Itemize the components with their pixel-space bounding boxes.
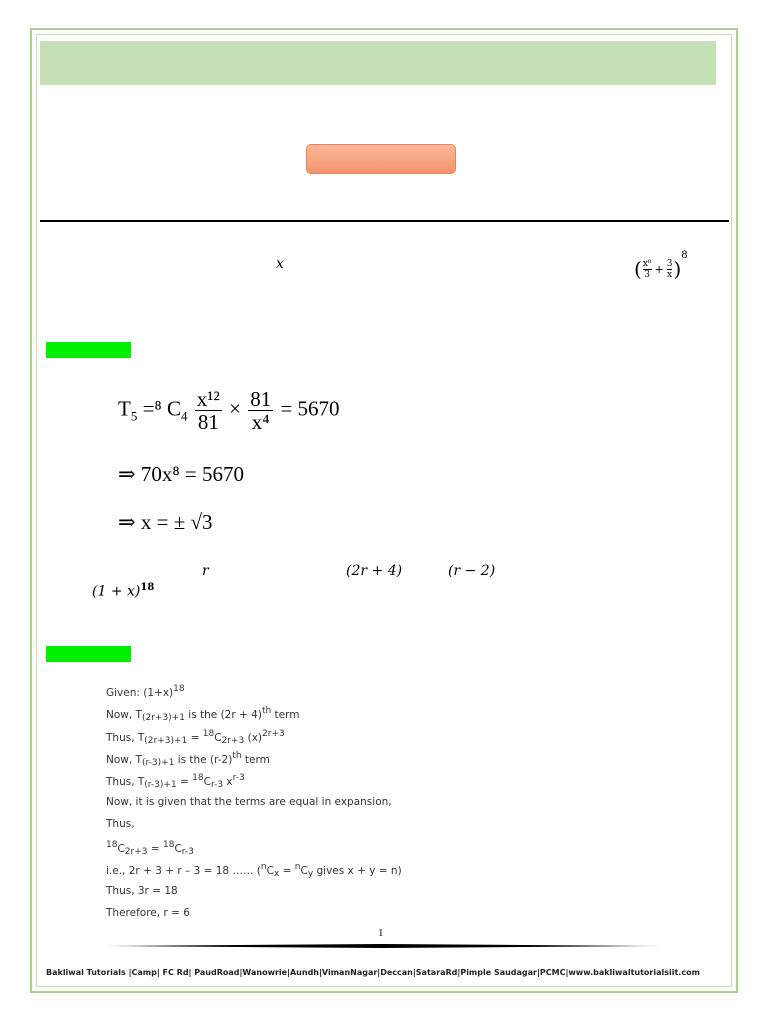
equals-binomial-top: =⁸ (142, 396, 162, 421)
solution-tag-1 (46, 342, 131, 358)
solution2-line (106, 751, 270, 768)
solution2-part-b: = (187, 731, 203, 744)
solution2-part-b: is the (r-2) (174, 753, 233, 766)
solution2-part-sub: (2r+3)+1 (141, 713, 185, 724)
solution2-line (106, 706, 299, 723)
solution2-part-a: Now, T (106, 709, 142, 722)
solution2-part-sub3: y (307, 869, 314, 880)
frac2-denominator: x⁴ (251, 410, 270, 434)
fraction-1-num: x⁸ (642, 258, 652, 269)
header-bar (40, 41, 716, 85)
solution-tag-2 (46, 646, 131, 662)
expansion-base: (1 + x) (92, 583, 141, 600)
solution2-part-c: term (241, 753, 270, 766)
solution2-part-d: gives x + y = n) (313, 865, 402, 878)
expr-open-paren: ( (634, 257, 642, 281)
solution2-part-b2: C (203, 776, 211, 789)
question2-expansion (92, 582, 154, 600)
solution2-part-b: = (279, 865, 295, 878)
solution2-part-sub2: r-3 (210, 780, 224, 791)
fraction-1-den: 3 (644, 269, 651, 280)
fraction-1 (643, 259, 652, 280)
solution2-part-b2: C (214, 731, 222, 744)
solution2-part-a: Now, T (106, 753, 142, 766)
binomial-c: C (161, 396, 182, 421)
question1-variable: x (276, 256, 284, 272)
frac1-numerator: x¹² (196, 387, 220, 411)
solution2-part-sup: n (294, 862, 301, 873)
fraction-2-num: 3 (666, 258, 673, 269)
solution2-part-sup1: n (260, 862, 267, 873)
question2-r: r (202, 563, 209, 579)
fraction-2-den: x (667, 269, 673, 280)
solution2-part-sup: th (232, 750, 242, 761)
solution2-part-a: Now, it is given that the terms are equal in expansion, (106, 795, 392, 808)
solution2-part-b: is the (2r + 4) (184, 709, 262, 722)
section-divider (40, 220, 729, 222)
solution2-part-sup1: 18 (192, 773, 204, 784)
solution2-part-sub2: 2r+3 (221, 735, 245, 746)
solution2-part-b2: C (117, 843, 125, 856)
solution2-part-c: C (300, 865, 308, 878)
solution2-part-a: Thus, T (106, 776, 145, 789)
solution2-part-c: x (223, 776, 233, 789)
solution2-part-c: term (271, 709, 300, 722)
solution2-part-sup1: 18 (202, 728, 215, 739)
question2-term1: (2r + 4) (346, 563, 403, 579)
solution2-part-b2: C (266, 865, 274, 878)
solution1-line2: ⇒ 70x⁸ = 5670 (118, 462, 245, 486)
solution1-line3: ⇒ x = ± √3 (118, 510, 213, 534)
solution2-part-a: Thus, T (106, 731, 145, 744)
solution2-line (106, 729, 285, 746)
solution2-part-c: C (174, 843, 182, 856)
solution2-part-sub: (r-3)+1 (144, 780, 177, 791)
frac1-denominator: 81 (197, 410, 219, 434)
solution2-part-a: Given: (1+x) (106, 687, 174, 699)
solution2-line (106, 885, 178, 897)
solution2-part-sup1: 18 (106, 840, 118, 851)
solution2-line (106, 684, 185, 699)
solution2-line (106, 796, 392, 808)
solution2-part-sup: r-3 (232, 773, 245, 784)
frac2-numerator: 81 (250, 387, 272, 411)
solution2-line (106, 818, 135, 830)
question1-expression (634, 250, 688, 281)
solution1-fraction-1 (195, 388, 222, 433)
topic-title-button[interactable] (306, 144, 456, 174)
solution2-part-sub2: x (273, 869, 280, 880)
solution1-line1 (118, 388, 340, 433)
solution2-part-sub: (r-3)+1 (141, 757, 175, 768)
expr-close-paren: ) (673, 257, 682, 281)
solution2-part-sup: th (261, 706, 272, 717)
footer-divider (106, 944, 661, 948)
solution2-part-a: i.e., 2r + 3 + r – 3 = 18 …… ( (106, 865, 261, 878)
solution2-part-c: (x) (244, 731, 263, 744)
equals-result: = 5670 (280, 396, 340, 421)
expr-exponent: 8 (681, 250, 688, 261)
solution2-part-a: Thus, (106, 817, 135, 830)
solution2-line (106, 773, 245, 790)
binomial-subscript: 4 (181, 408, 188, 424)
solution2-part-sup: 18 (162, 840, 175, 851)
solution2-part-sup: 2r+3 (262, 728, 285, 739)
solution1-fraction-2 (248, 388, 273, 433)
solution2-part-sup: 18 (173, 684, 185, 694)
solution2-part-b: = (176, 776, 193, 789)
solution2-line (106, 840, 194, 857)
solution2-part-a: Thus, 3r = 18 (106, 884, 178, 897)
solution2-part-b: = (147, 843, 163, 856)
plus-sign: + (654, 262, 664, 276)
page-number: 1 (378, 927, 384, 939)
solution2-line (106, 862, 402, 879)
footer-text: Bakliwal Tutorials |Camp| FC Rd| PaudRoad|Wanowrie|Aundh|VimanNagar|Deccan|SataraRd|Pimple Saudagar|PCMC|www.bakliwaltutorialsiit.com (46, 968, 700, 977)
solution2-part-sub2: 2r+3 (124, 847, 148, 858)
fraction-2 (667, 259, 673, 280)
solution2-part-sub3: r-3 (181, 847, 194, 858)
solution2-part-a: Therefore, r = 6 (106, 907, 190, 919)
solution2-line (106, 907, 190, 919)
times-sign: × (229, 396, 241, 421)
t-subscript: 5 (130, 408, 138, 424)
question2-term2: (r − 2) (448, 563, 496, 579)
solution2-part-sub: (2r+3)+1 (144, 735, 188, 746)
expansion-exponent: 18 (140, 582, 155, 593)
t-symbol: T (118, 396, 131, 421)
